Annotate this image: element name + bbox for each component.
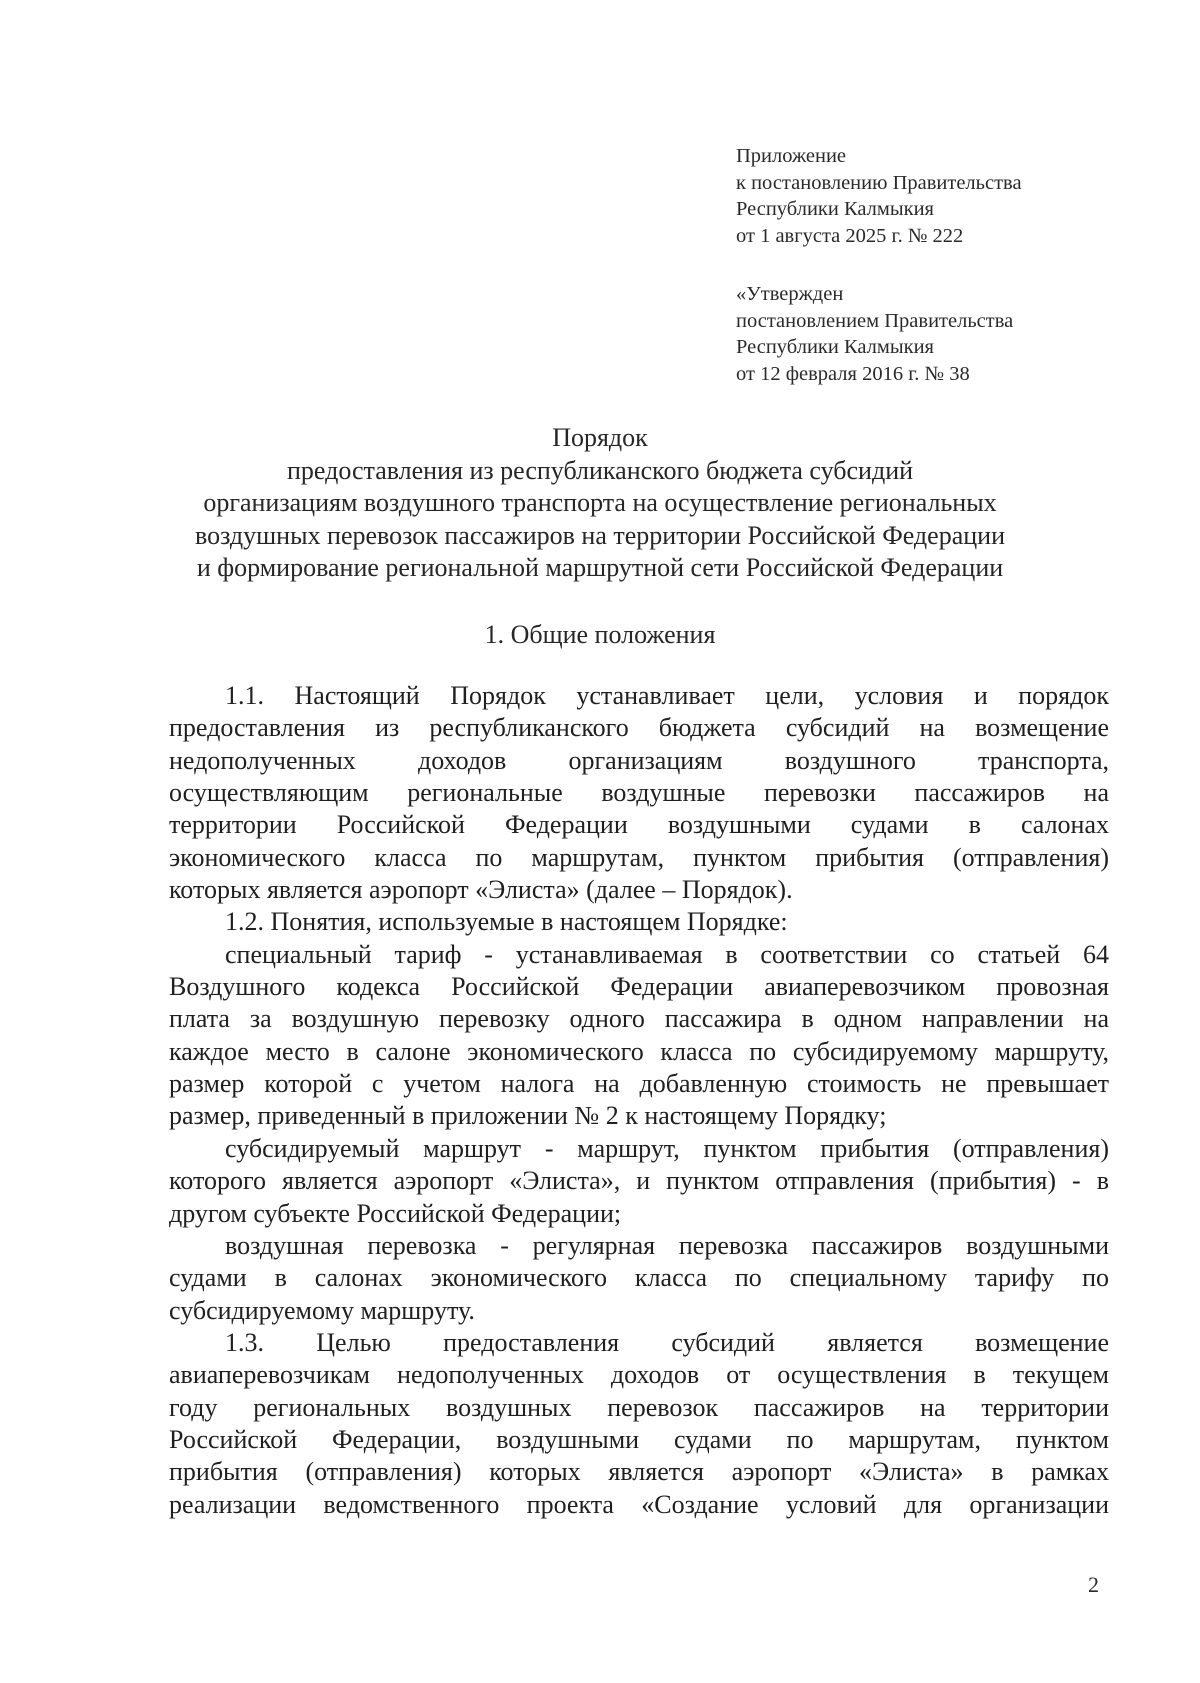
approval-line: от 12 февраля 2016 г. № 38 bbox=[736, 362, 970, 385]
body-line: специальный тариф - устанавливаемая в соответствии со статьей 64 bbox=[225, 939, 1109, 969]
body-line: которого является аэропорт «Элиста», и пунктом отправления (прибытия) - в bbox=[169, 1166, 1109, 1196]
body-line: Российской Федерации, воздушными судами по маршрутам, пунктом bbox=[169, 1424, 1109, 1454]
body-line: субсидируемый маршрут - маршрут, пунктом прибытия (отправления) bbox=[225, 1133, 1109, 1163]
body-line: осуществляющим региональные воздушные перевозки пассажиров на bbox=[169, 778, 1109, 808]
body-line: субсидируемому маршруту. bbox=[169, 1295, 475, 1325]
approval-line: постановлением Правительства bbox=[736, 309, 1014, 332]
appendix-line: Республики Калмыкия bbox=[736, 198, 934, 220]
body-line: воздушная перевозка - регулярная перевозка пассажиров воздушными bbox=[225, 1230, 1109, 1260]
body-line: Воздушного кодекса Российской Федерации авиаперевозчиком провозная bbox=[169, 972, 1109, 1002]
title-line: и формирование региональной маршрутной сети Российской Федерации bbox=[196, 553, 1004, 582]
body-line: территории Российской Федерации воздушными судами в салонах bbox=[169, 810, 1109, 840]
body-line: году региональных воздушных перевозок пассажиров на территории bbox=[169, 1392, 1109, 1422]
body-line: авиаперевозчикам недополученных доходов от осуществления в текущем bbox=[169, 1360, 1109, 1390]
body-line: прибытия (отправления) которых является аэропорт «Элиста» в рамках bbox=[169, 1457, 1109, 1487]
title-line: воздушных перевозок пассажиров на территории Российской Федерации bbox=[195, 520, 1005, 550]
page-number: 2 bbox=[1088, 1572, 1099, 1597]
title-line: организациям воздушного транспорта на осуществление региональных bbox=[203, 488, 997, 517]
body-line: экономического класса по маршрутам, пунктом прибытия (отправления) bbox=[169, 842, 1109, 872]
title-line: Порядок bbox=[552, 423, 648, 452]
body-line: недополученных доходов организациям воздушного транспорта, bbox=[169, 745, 1109, 775]
body-line: каждое место в салоне экономического класса по субсидируемому маршруту, bbox=[169, 1036, 1109, 1066]
body-line: 1.3. Целью предоставления субсидий является возмещение bbox=[225, 1327, 1109, 1357]
approval-line: «Утвержден bbox=[736, 283, 844, 305]
approval-reference bbox=[736, 281, 1136, 387]
document-title bbox=[150, 422, 1050, 585]
body-line: 1.1. Настоящий Порядок устанавливает цели, условия и порядок bbox=[225, 681, 1109, 710]
appendix-line: от 1 августа 2025 г. № 222 bbox=[736, 224, 964, 247]
approval-line: Республики Калмыкия bbox=[736, 336, 934, 358]
title-line: предоставления из республиканского бюджета субсидий bbox=[286, 455, 914, 485]
appendix-reference bbox=[736, 143, 1136, 249]
body-line: реализации ведомственного проекта «Создание условий для организации bbox=[169, 1489, 1109, 1519]
document-body bbox=[169, 680, 1109, 1521]
appendix-line: Приложение bbox=[736, 145, 847, 167]
body-line: размер, приведенный в приложении № 2 к настоящему Порядку; bbox=[169, 1101, 887, 1131]
body-line: которых является аэропорт «Элиста» (далее – Порядок). bbox=[169, 875, 793, 905]
body-line: размер которой с учетом налога на добавленную стоимость не превышает bbox=[169, 1069, 1109, 1099]
body-line: судами в салонах экономического класса по специальному тарифу по bbox=[169, 1263, 1109, 1293]
appendix-line: к постановлению Правительства bbox=[736, 171, 1022, 194]
body-line: плата за воздушную перевозку одного пассажира в одном направлении на bbox=[169, 1004, 1109, 1034]
body-line: 1.2. Понятия, используемые в настоящем Порядке: bbox=[225, 907, 788, 937]
section-heading: 1. Общие положения bbox=[484, 620, 716, 649]
body-line: предоставления из республиканского бюджета субсидий на возмещение bbox=[169, 713, 1109, 743]
body-line: другом субъекте Российской Федерации; bbox=[169, 1198, 622, 1228]
